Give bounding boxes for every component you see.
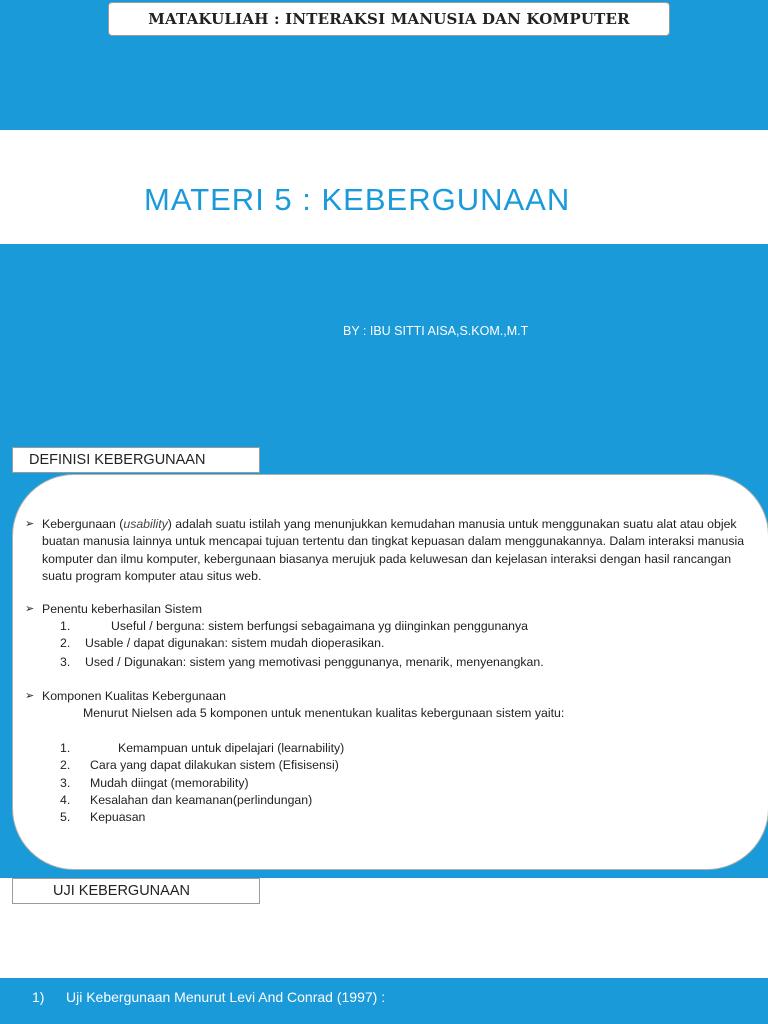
list-number: 3.	[60, 776, 71, 790]
course-title-box	[108, 2, 670, 36]
list-item: Cara yang dapat dilakukan sistem (Efisisensi)	[90, 758, 339, 772]
list-item: Kepuasan	[90, 810, 146, 824]
bullet-arrow-icon: ➢	[25, 517, 35, 530]
definition-term-italic: usability	[123, 517, 168, 531]
section-tab-uji	[12, 878, 260, 904]
definition-text-start: Kebergunaan (	[42, 517, 124, 531]
list-item: Kesalahan dan keamanan(perlindungan)	[90, 793, 313, 807]
author-line: BY : IBU SITTI AISA,S.KOM.,M.T	[343, 324, 529, 338]
list-number: 1.	[60, 741, 71, 755]
uji-item-1-number: 1)	[32, 989, 45, 1005]
definition-paragraph	[42, 516, 752, 585]
uji-item-1-text: Uji Kebergunaan Menurut Levi And Conrad (1997) :	[66, 989, 386, 1005]
list-item: Usable / dapat digunakan: sistem mudah dioperasikan.	[85, 636, 385, 650]
section-tab-uji-label: UJI KEBERGUNAAN	[53, 883, 190, 899]
bullet-arrow-icon: ➢	[25, 689, 35, 702]
list-number: 3.	[60, 655, 71, 669]
uji-item-1	[32, 989, 385, 1005]
penentu-title: Penentu keberhasilan Sistem	[42, 602, 202, 616]
list-item: Kemampuan untuk dipelajari (learnability)	[118, 741, 345, 755]
list-number: 4.	[60, 793, 71, 807]
author-band	[0, 244, 768, 440]
list-item: Mudah diingat (memorability)	[90, 776, 249, 790]
list-item: Useful / berguna: sistem berfungsi sebagaimana yg diinginkan penggunanya	[111, 619, 529, 633]
list-number: 5.	[60, 810, 71, 824]
section-tab-definisi	[12, 447, 260, 473]
section-tab-definisi-label: DEFINISI KEBERGUNAAN	[29, 452, 206, 468]
page-title: MATERI 5 : KEBERGUNAAN	[144, 182, 571, 217]
komponen-intro: Menurut Nielsen ada 5 komponen untuk menentukan kualitas kebergunaan sistem yaitu:	[83, 706, 565, 720]
course-title: MATAKULIAH : INTERAKSI MANUSIA DAN KOMPUTER	[148, 10, 630, 28]
bullet-arrow-icon: ➢	[25, 602, 35, 615]
komponen-title: Komponen Kualitas Kebergunaan	[42, 689, 226, 703]
definition-text-rest: ) adalah suatu istilah yang menunjukkan kemudahan manusia untuk menggunakan suatu alat atau objek buatan manusia lainnya untuk mencapai tujuan tertentu dan tingkat kepuasan dalam menggunakannya. Dalam interaksi manusia komputer dan ilmu komputer, kebergunaan biasanya merujuk pada keluwesan dan kejelasan interaksi dengan hasil rancangan suatu program komputer atau situs web.	[42, 517, 745, 583]
list-number: 2.	[60, 758, 71, 772]
list-item: Used / Digunakan: sistem yang memotivasi penggunanya, menarik, menyenangkan.	[85, 655, 544, 669]
list-number: 2.	[60, 636, 71, 650]
list-number: 1.	[60, 619, 71, 633]
